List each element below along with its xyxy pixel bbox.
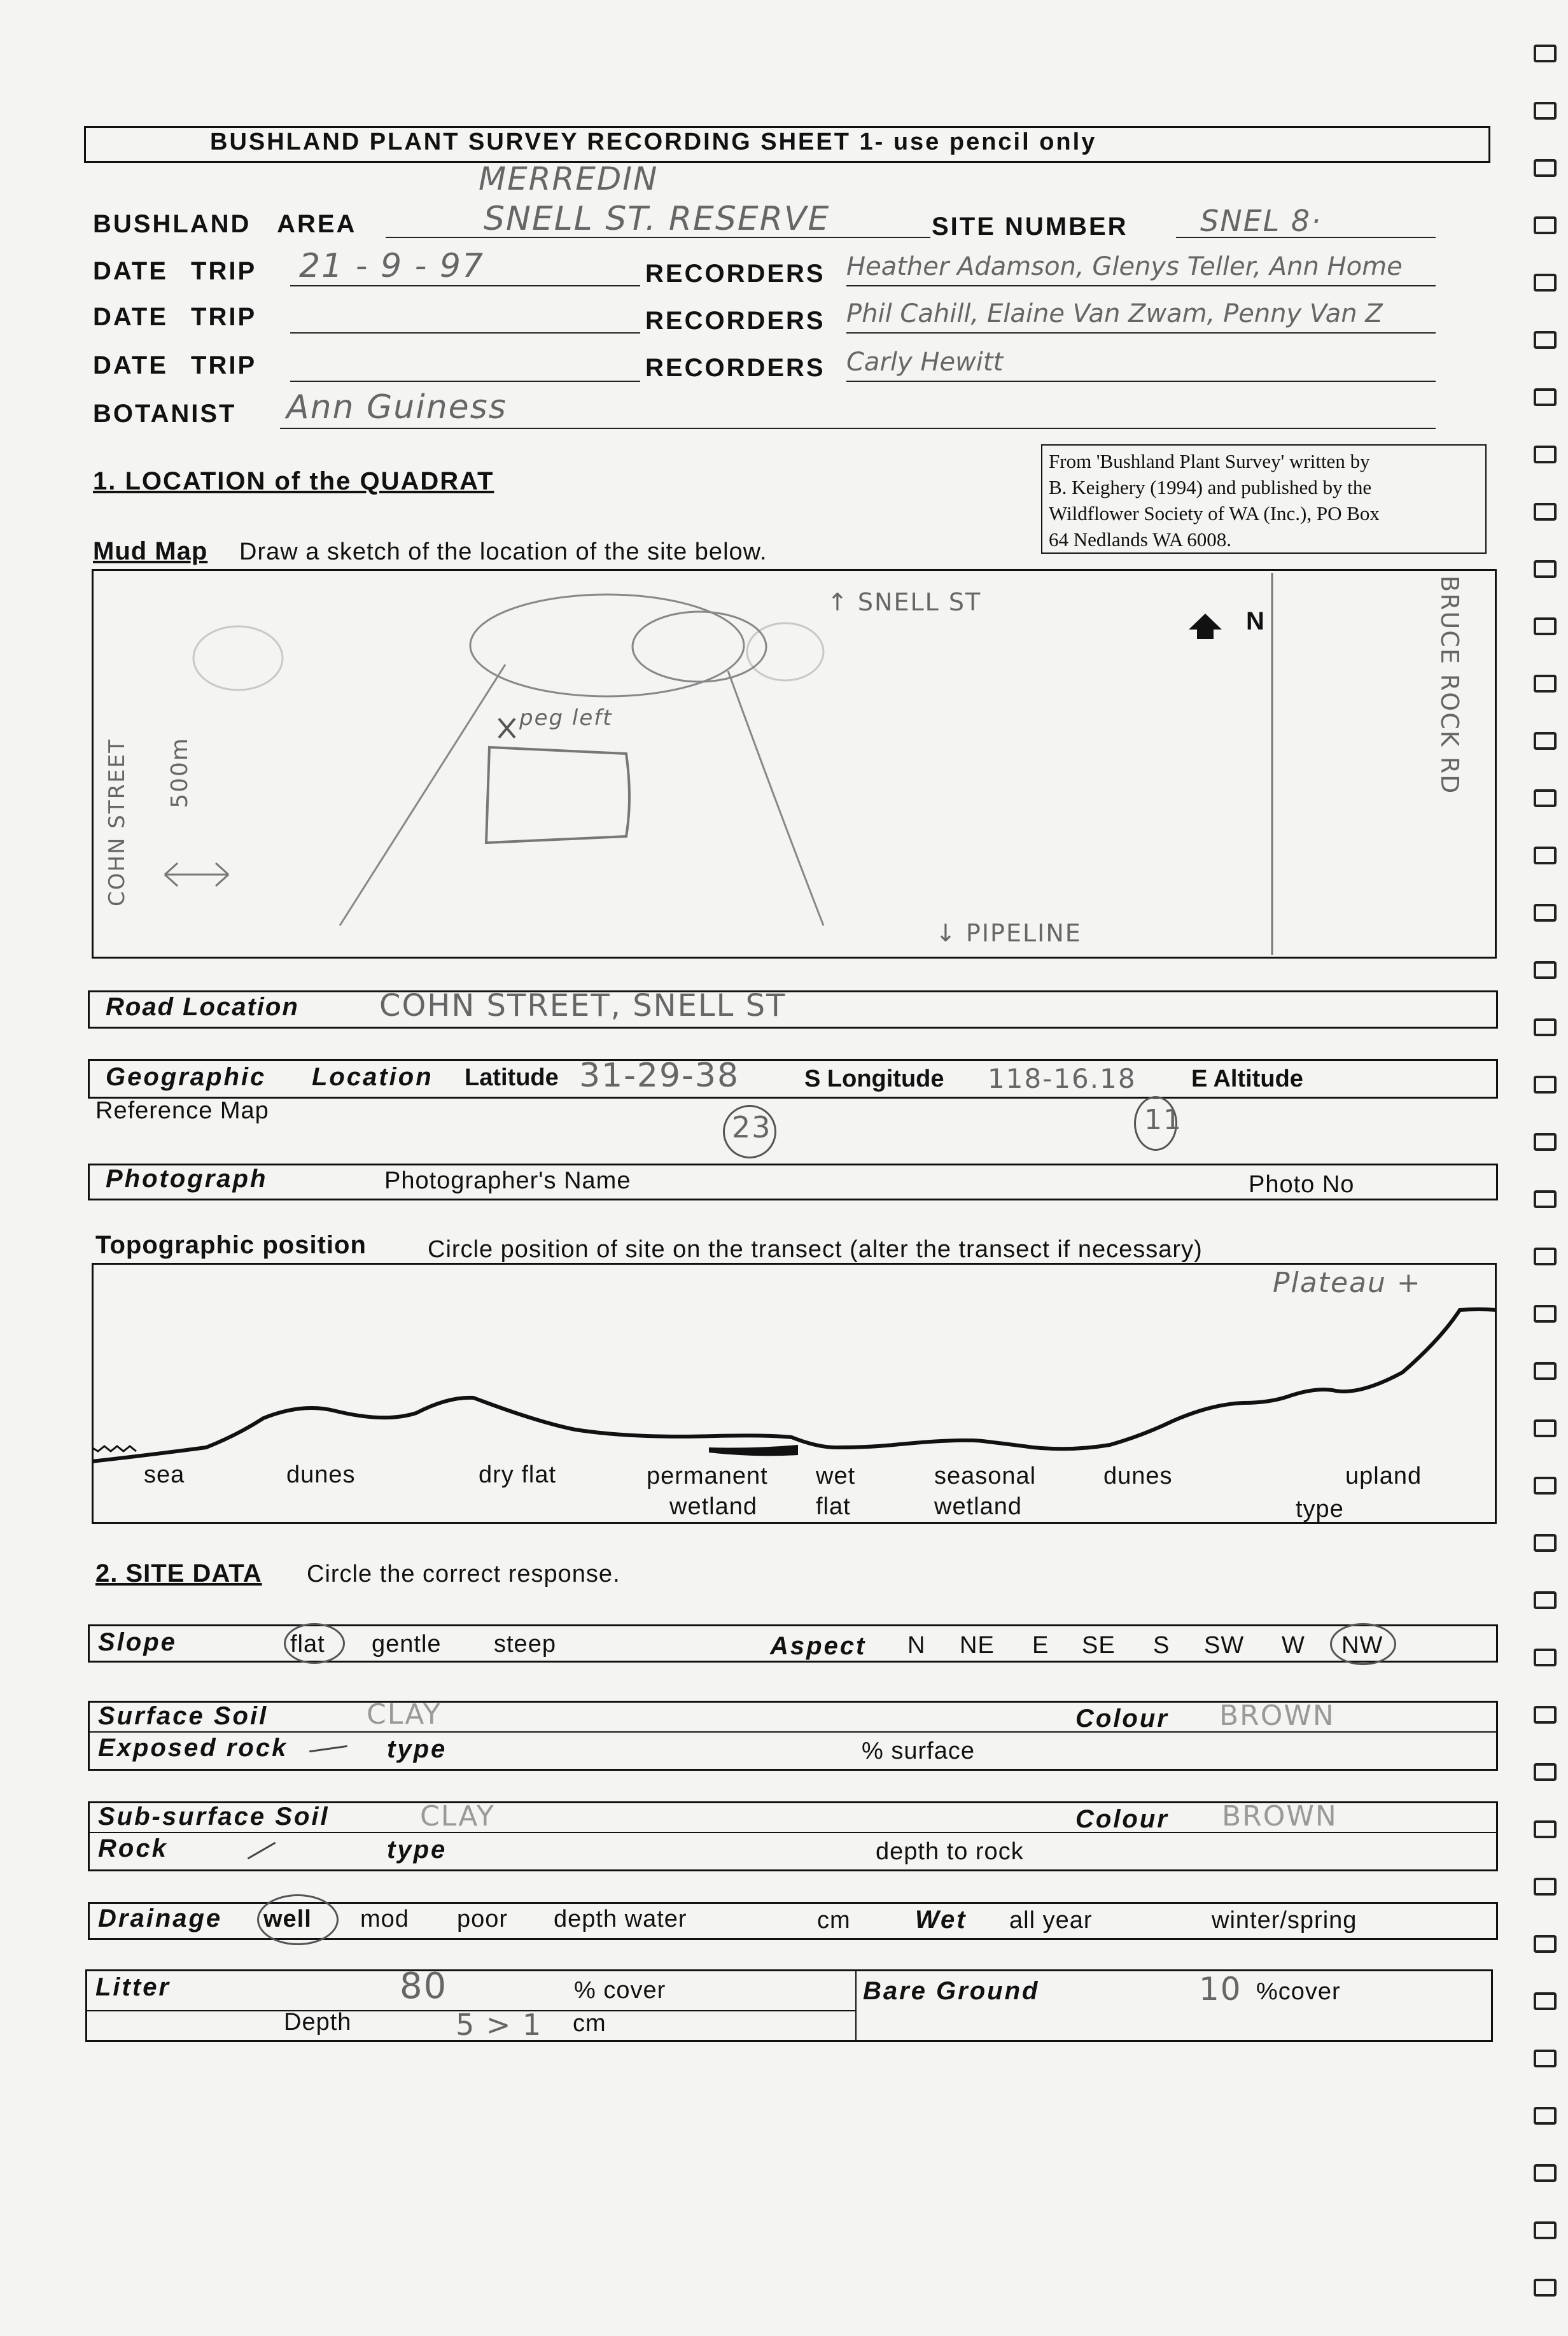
sheet-title: BUSHLAND PLANT SURVEY RECORDING SHEET 1- use pencil only xyxy=(210,129,1097,155)
litter-depth-unit: cm xyxy=(573,2010,606,2037)
aspect-e[interactable]: E xyxy=(1032,1632,1049,1659)
location-word: Location xyxy=(312,1063,433,1091)
rock-label: Rock xyxy=(98,1834,168,1862)
longitude-label: S Longitude xyxy=(804,1066,944,1092)
circled-23-value: 23 xyxy=(732,1110,772,1144)
site-data-heading: 2. SITE DATA xyxy=(95,1559,262,1587)
latitude-label: Latitude xyxy=(465,1064,559,1091)
transect-wetland-2: wetland xyxy=(934,1493,1022,1520)
litter-cover-label: % cover xyxy=(574,1977,666,2004)
aspect-ne[interactable]: NE xyxy=(960,1632,995,1659)
exposed-rock-label: Exposed rock xyxy=(98,1734,288,1762)
sketch-north-street: ↑ SNELL ST xyxy=(827,588,982,616)
transect-permanent: permanent xyxy=(647,1463,768,1489)
litter-divider xyxy=(855,1969,857,2042)
bare-ground-label: Bare Ground xyxy=(863,1977,1040,2005)
botanist-label: BOTANIST xyxy=(93,400,237,428)
photographer-label: Photographer's Name xyxy=(384,1167,631,1194)
source-note-line-3: Wildflower Society of WA (Inc.), PO Box xyxy=(1049,502,1380,524)
transect-wetland-1: wetland xyxy=(669,1493,757,1520)
transect-dunes-2: dunes xyxy=(1103,1463,1173,1489)
date-trip-line-1 xyxy=(290,285,640,286)
depth-to-rock-label: depth to rock xyxy=(876,1838,1024,1865)
litter-depth-label: Depth xyxy=(284,2009,352,2036)
surface-soil-value[interactable]: CLAY xyxy=(367,1698,442,1731)
aspect-label: Aspect xyxy=(770,1632,867,1660)
latitude-value[interactable]: 31-29-38 xyxy=(579,1057,740,1095)
date-trip-value-1[interactable]: 21 - 9 - 97 xyxy=(299,247,485,285)
transect-sea: sea xyxy=(144,1461,185,1488)
date-trip-label-3: DATE TRIP xyxy=(93,351,257,379)
subsurface-colour-value[interactable]: BROWN xyxy=(1222,1800,1338,1833)
transect-dunes-1: dunes xyxy=(286,1461,356,1488)
mud-map-sketch xyxy=(92,569,1497,959)
rock-type-label: type xyxy=(387,1836,447,1864)
surface-colour-value[interactable]: BROWN xyxy=(1219,1699,1335,1732)
date-trip-line-2 xyxy=(290,332,640,334)
north-label: N xyxy=(1246,607,1266,635)
topographic-label: Topographic position xyxy=(95,1231,367,1259)
litter-depth-value[interactable]: 5 > 1 xyxy=(456,2008,543,2042)
mud-map-instruction: Draw a sketch of the location of the site below. xyxy=(239,538,767,565)
sketch-peg-note: peg left xyxy=(519,705,613,731)
litter-value[interactable]: 80 xyxy=(400,1966,448,2007)
transect-wet: wet xyxy=(816,1463,856,1489)
road-location-label: Road Location xyxy=(106,993,299,1021)
recorders-line-1 xyxy=(846,285,1436,286)
transect-type: type xyxy=(1296,1496,1344,1523)
transect-flat: flat xyxy=(816,1493,851,1520)
recorders-value-3[interactable]: Carly Hewitt xyxy=(846,348,1004,377)
slope-gentle[interactable]: gentle xyxy=(372,1631,442,1657)
depth-water-label: depth water xyxy=(554,1906,687,1932)
exposed-rock-type-label: type xyxy=(387,1735,447,1763)
sketch-west-street: COHN STREET xyxy=(104,738,130,907)
site-data-instruction: Circle the correct response. xyxy=(307,1561,620,1587)
date-trip-label-2: DATE TRIP xyxy=(93,303,257,331)
aspect-nw[interactable]: NW xyxy=(1341,1632,1383,1659)
road-location-value[interactable]: COHN STREET, SNELL ST xyxy=(379,988,787,1024)
photo-no-label: Photo No xyxy=(1249,1171,1355,1198)
altitude-label: E Altitude xyxy=(1191,1066,1303,1092)
slope-label: Slope xyxy=(98,1628,177,1656)
recorders-value-2[interactable]: Phil Cahill, Elaine Van Zwam, Penny Van Z xyxy=(846,299,1383,328)
source-note-line-2: B. Keighery (1994) and published by the xyxy=(1049,476,1372,498)
road-location-box xyxy=(88,990,1498,1029)
sketch-south: ↓ PIPELINE xyxy=(935,919,1082,947)
drainage-poor[interactable]: poor xyxy=(457,1906,508,1932)
wet-winter-spring[interactable]: winter/spring xyxy=(1212,1907,1357,1934)
botanist-line xyxy=(280,428,1436,429)
recorders-label-3: RECORDERS xyxy=(645,354,825,382)
exposed-rock-surface-label: % surface xyxy=(862,1738,975,1764)
subsurface-colour-label: Colour xyxy=(1075,1805,1169,1833)
aspect-sw[interactable]: SW xyxy=(1204,1632,1245,1659)
site-number-label: SITE NUMBER xyxy=(932,213,1128,241)
wet-all-year[interactable]: all year xyxy=(1009,1907,1093,1934)
spiral-binding xyxy=(1534,45,1559,2336)
location-heading: 1. LOCATION of the QUADRAT xyxy=(93,467,494,495)
source-note-line-4: 64 Nedlands WA 6008. xyxy=(1049,528,1232,551)
recorders-line-3 xyxy=(846,381,1436,382)
bushland-area-label: BUSHLAND AREA xyxy=(93,210,357,238)
transect-upland: upland xyxy=(1345,1463,1422,1489)
topographic-instruction: Circle position of site on the transect (alter the transect if necessary) xyxy=(428,1236,1203,1263)
source-note-line-1: From 'Bushland Plant Survey' written by xyxy=(1049,450,1370,472)
photograph-label: Photograph xyxy=(106,1165,268,1193)
wet-label: Wet xyxy=(915,1906,967,1934)
bare-ground-cover-label: %cover xyxy=(1256,1978,1341,2005)
recorders-label-2: RECORDERS xyxy=(645,307,825,335)
surface-colour-label: Colour xyxy=(1075,1705,1169,1733)
circled-11-value: 11 xyxy=(1144,1104,1182,1136)
litter-label: Litter xyxy=(95,1973,171,2001)
slope-flat[interactable]: flat xyxy=(290,1631,325,1657)
subsurface-soil-value[interactable]: CLAY xyxy=(420,1800,495,1833)
source-note xyxy=(1049,448,1380,552)
bare-ground-value[interactable]: 10 xyxy=(1199,1971,1242,2008)
date-trip-label-1: DATE TRIP xyxy=(93,257,257,285)
date-trip-line-3 xyxy=(290,381,640,382)
drainage-mod[interactable]: mod xyxy=(360,1906,409,1932)
depth-water-unit: cm xyxy=(817,1907,851,1934)
mud-map-label: Mud Map xyxy=(93,537,208,565)
transect-seasonal: seasonal xyxy=(934,1463,1037,1489)
geographic-label: Geographic xyxy=(106,1063,267,1091)
aspect-s[interactable]: S xyxy=(1153,1632,1170,1659)
reference-map-label: Reference Map xyxy=(95,1097,269,1124)
site-number-value[interactable]: SNEL 8· xyxy=(1200,204,1322,238)
aspect-n[interactable]: N xyxy=(907,1632,926,1659)
drainage-well[interactable]: well xyxy=(263,1906,312,1932)
transect-dry-flat: dry flat xyxy=(479,1461,557,1488)
drainage-label: Drainage xyxy=(98,1904,223,1932)
surface-soil-label: Surface Soil xyxy=(98,1702,269,1730)
slope-steep[interactable]: steep xyxy=(494,1631,556,1657)
sketch-east-road: BRUCE ROCK RD xyxy=(1436,575,1464,795)
longitude-value[interactable]: 118-16.18 xyxy=(988,1063,1137,1094)
recorders-line-2 xyxy=(846,332,1436,334)
recorders-value-1[interactable]: Heather Adamson, Glenys Teller, Ann Home xyxy=(846,252,1403,281)
botanist-value[interactable]: Ann Guiness xyxy=(286,388,507,426)
sketch-distance: 500m xyxy=(167,737,193,808)
aspect-se[interactable]: SE xyxy=(1082,1632,1116,1659)
bushland-area-value[interactable]: SNELL ST. RESERVE xyxy=(484,200,830,238)
aspect-w[interactable]: W xyxy=(1282,1632,1305,1659)
transect-note: Plateau + xyxy=(1273,1267,1422,1299)
subsurface-soil-label: Sub-surface Soil xyxy=(98,1803,330,1831)
recorders-label-1: RECORDERS xyxy=(645,260,825,288)
town-note: MERREDIN xyxy=(479,160,659,197)
